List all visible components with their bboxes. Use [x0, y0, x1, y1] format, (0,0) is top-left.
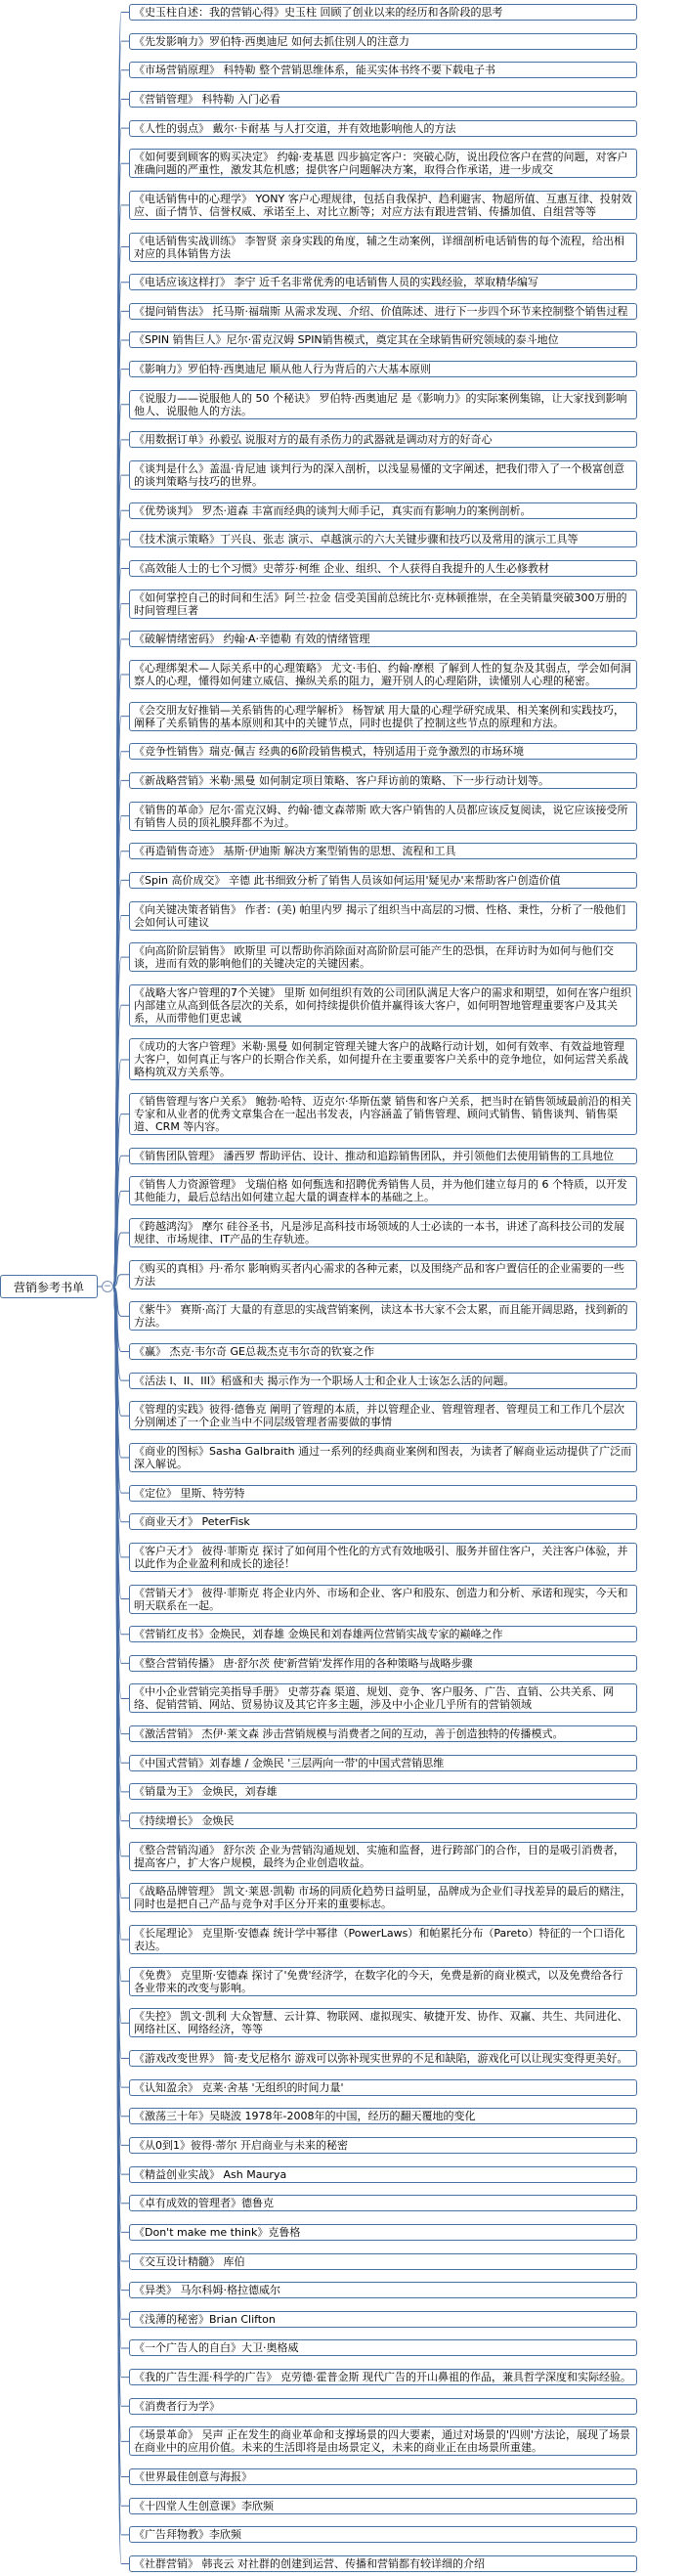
book-node[interactable]: 《商业的图标》Sasha Galbraith 通过一系列的经典商业案例和图表，为读者了解商业运动提供了广泛而深入解说。 — [129, 1443, 637, 1472]
book-node[interactable]: 《认知盈余》 克莱·舍基 '无组织的时间力量' — [129, 2079, 637, 2096]
book-node[interactable]: 《会交朋友好推销—关系销售的心理学解析》 杨智斌 用大量的心理学研究成果、相关案例和实践技巧，阐释了关系销售的基本原则和其中的关键节点，同时也提供了控制这些节点的原理和方法。 — [129, 702, 637, 731]
book-node[interactable]: 《销量为王》 金焕民，刘春雄 — [129, 1783, 637, 1800]
book-node[interactable]: 《管理的实践》彼得·德鲁克 阐明了管理的本质，并以管理企业、管理管理者、管理员工和工作几个层次分别阐述了一个企业当中不同层级管理者需要做的事情 — [129, 1401, 637, 1430]
book-node[interactable]: 《销售人力资源管理》 戈瑞伯格 如何甄选和招聘优秀销售人员，并为他们建立每月的 6 个特质，以开发其他能力，最后总结出如何建立起大量的调查样本的基础之上。 — [129, 1176, 637, 1205]
book-node[interactable]: 《技术演示策略》丁兴良、张志 演示、卓越演示的六大关键步骤和技巧以及常用的演示工具等 — [129, 531, 637, 547]
book-node[interactable]: 《营销天才》 彼得·菲斯克 将企业内外、市场和企业、客户和股东、创造力和分析、承诺和现实，今天和明天联系在一起。 — [129, 1585, 637, 1614]
book-node[interactable]: 《卓有成效的管理者》德鲁克 — [129, 2195, 637, 2211]
book-node[interactable]: 《定位》 里斯、特劳特 — [129, 1485, 637, 1502]
book-node[interactable]: 《浅薄的秘密》Brian Clifton — [129, 2311, 637, 2328]
book-node[interactable]: 《消费者行为学》 — [129, 2398, 637, 2415]
book-node[interactable]: 《战略品牌管理》 凯文·莱恩·凯勒 市场的同质化趋势日益明显，品牌成为企业们寻找差异的最后的赌注，同时也是把自己产品与竞争对手区分开来的重要标志。 — [129, 1883, 637, 1912]
collapse-toggle-icon[interactable]: − — [102, 1281, 113, 1292]
book-node[interactable]: 《史玉柱自述：我的营销心得》史玉柱 回顾了创业以来的经历和各阶段的思考 — [129, 4, 637, 21]
book-node[interactable]: 《提问销售法》 托马斯·福瑞斯 从需求发现、介绍、价值陈述、进行下一步四个环节来控制整个销售过程 — [129, 303, 637, 320]
book-node[interactable]: 《社群营销》 韩丧云 对社群的创建到运营、传播和营销都有较详细的介绍 — [129, 2555, 637, 2572]
book-node[interactable]: 《高效能人士的七个习惯》史蒂芬·柯维 企业、组织、个人获得自我提升的人生必修教材 — [129, 560, 637, 577]
book-node[interactable]: 《影响力》罗伯特·西奥迪尼 顺从他人行为背后的六大基本原则 — [129, 361, 637, 377]
book-node[interactable]: 《赢》 杰克·韦尔奇 GE总裁杰克韦尔奇的钦宴之作 — [129, 1343, 637, 1360]
book-node[interactable]: 《用数据订单》孙毅弘 说服对方的最有杀伤力的武器就是调动对方的好奇心 — [129, 431, 637, 448]
book-node[interactable]: 《广告拜物教》李欣频 — [129, 2526, 637, 2543]
book-node[interactable]: 《激荡三十年》吴晓波 1978年-2008年的中国，经历的翻天覆地的变化 — [129, 2108, 637, 2124]
book-node[interactable]: 《销售管理与客户关系》 鲍勃·哈特、迈克尔·华斯伍蒙 销售和客户关系，把当时在销售领域最前沿的相关专家和从业者的优秀文章集合在一起出书发表，内容涵盖了销售管理、顾问式销售、销售谈判、销售渠道、CRM 等内容。 — [129, 1093, 637, 1135]
connector-line — [113, 1287, 129, 2564]
book-node[interactable]: 《电话销售实战训练》 李智贤 亲身实践的角度，辅之生动案例，详细剖析电话销售的每个流程，给出相对应的具体销售方法 — [129, 233, 637, 262]
book-node[interactable]: 《营销管理》 科特勒 入门必看 — [129, 91, 637, 108]
book-node[interactable]: 《向关键决策者销售》 作者：(美) 帕里内罗 揭示了组织当中高层的习惯、性格、秉性，分析了一般他们会如何认可建议 — [129, 901, 637, 931]
book-node[interactable]: 《人性的弱点》 戴尔·卡耐基 与人打交道，并有效地影响他人的方法 — [129, 120, 637, 137]
book-node[interactable]: 《交互设计精髓》 库伯 — [129, 2253, 637, 2270]
book-node[interactable]: 《长尾理论》 克里斯·安德森 统计学中幂律（PowerLaws）和帕累托分布（Pareto）特征的一个口语化表达。 — [129, 1925, 637, 1954]
root-node-label[interactable]: 营销参考书单 — [0, 1275, 98, 1298]
book-node[interactable]: 《商业天才》 PeterFisk — [129, 1513, 637, 1530]
book-node[interactable]: 《市场营销原理》 科特勒 整个营销思维体系，能买实体书终不要下载电子书 — [129, 62, 637, 78]
book-node[interactable]: 《购买的真相》丹·希尔 影响购买者内心需求的各种元素，以及围绕产品和客户置信任的企业需要的一些方法 — [129, 1260, 637, 1289]
book-node[interactable]: 《成功的大客户管理》米勒·黑曼 如何制定管理关键大客户的战略行动计划，如何有效率、有效益地管理大客户，如何真正与客户的长期合作关系，如何提升在主要重要客户关系中的竞争地位，如何运营关系战略构筑双方关系等。 — [129, 1038, 637, 1080]
book-node[interactable]: 《销售的革命》尼尔·雷克汉姆、约翰·德文森蒂斯 欧大客户销售的人员都应该反复阅读，说它应该接受所有销售人员的顶礼膜拜都不为过。 — [129, 802, 637, 831]
book-node[interactable]: 《中小企业营销完美指导手册》 史蒂芬森 渠道、规划、竞争、客户服务、广告、直销、公共关系、网络、促销营销、网站、贸易协议及其它许多主题，涉及中小企业几乎所有的营销领域 — [129, 1683, 637, 1713]
book-node[interactable]: 《先发影响力》罗伯特·西奥迪尼 如何去抓住别人的注意力 — [129, 33, 637, 50]
book-node[interactable]: 《如何要到顾客的购买决定》 约翰·麦基恩 四步搞定客户：突破心防，说出段位客户在营的问题，对客户准确问题的严重性，激发其危机感；提供客户问题解决方案，取得合作承诺，进一步成交 — [129, 149, 637, 178]
book-node[interactable]: 《营销红皮书》金焕民，刘春雄 金焕民和刘春雄两位营销实战专家的巅峰之作 — [129, 1626, 637, 1642]
book-node[interactable]: 《从0到1》彼得·蒂尔 开启商业与未来的秘密 — [129, 2137, 637, 2154]
book-node[interactable]: 《中国式营销》刘春雄 / 金焕民 '三层两向一带'的中国式营销思维 — [129, 1755, 637, 1771]
book-node[interactable]: 《新战略营销》米勒·黑曼 如何制定项目策略、客户拜访前的策略、下一步行动计划等。 — [129, 772, 637, 789]
book-node[interactable]: 《持续增长》 金焕民 — [129, 1812, 637, 1829]
book-node[interactable]: 《竞争性销售》瑞克·佩吉 经典的6阶段销售模式，特别适用于竞争激烈的市场环境 — [129, 743, 637, 760]
book-node[interactable]: 《销售团队管理》 潘西罗 帮助评估、设计、推动和追踪销售团队，并引领他们去使用销售的工具地位 — [129, 1148, 637, 1164]
book-node[interactable]: 《世界最佳创意与海报》 — [129, 2468, 637, 2485]
book-node[interactable]: 《游戏改变世界》 简·麦戈尼格尔 游戏可以弥补现实世界的不足和缺陷，游戏化可以让现实变得更美好。 — [129, 2050, 637, 2067]
book-node[interactable]: 《电话应该这样打》 李宁 近千名非常优秀的电话销售人员的实践经验，萃取精华编写 — [129, 274, 637, 290]
book-node[interactable]: 《向高阶阶层销售》 欧斯里 可以帮助你消除面对高阶阶层可能产生的恐惧，在拜访时为如何与他们交谈，进而有效的影响他们的关键决定的关键因素。 — [129, 942, 637, 972]
book-node[interactable]: 《说服力——说服他人的 50 个秘诀》 罗伯特·西奥迪尼 是《影响力》的实际案例集锦，让大家找到影响他人、说服他人的方法。 — [129, 390, 637, 419]
book-node[interactable]: 《十四堂人生创意课》李欣频 — [129, 2498, 637, 2514]
book-node[interactable]: 《失控》 凯文·凯利 大众智慧、云计算、物联网、虚拟现实、敏捷开发、协作、双赢、共生、共同进化、网络社区、网络经济，等等 — [129, 2008, 637, 2037]
book-node[interactable]: 《再造销售奇迹》 基斯·伊迪斯 解决方案型销售的思想、流程和工具 — [129, 843, 637, 859]
book-node[interactable]: 《活法 I、II、III》稻盛和夫 揭示作为一个职场人士和企业人士该怎么活的问题。 — [129, 1373, 637, 1389]
book-node[interactable]: 《优势谈判》 罗杰·道森 丰富而经典的谈判大师手记，真实而有影响力的案例剖析。 — [129, 502, 637, 519]
book-node[interactable]: 《场景革命》 吴声 正在发生的商业革命和支撑场景的四大要素，通过对场景的'四则'方法论，展现了场景在商业中的应用价值。未来的生活即将是由场景定义，未来的商业正在由场景所重建。 — [129, 2426, 637, 2456]
book-node[interactable]: 《谈判是什么》盖温·肯尼迪 谈判行为的深入剖析，以浅显易懂的文字阐述，把我们带入了一个极富创意的谈判策略与技巧的世界。 — [129, 460, 637, 490]
book-node[interactable]: 《异类》 马尔科姆·格拉德威尔 — [129, 2282, 637, 2298]
book-node[interactable]: 《电话销售中的心理学》 YONY 客户心理规律，包括自我保护、趋利避害、物超所值、互惠互律、投射效应、面子情节、信誉权威、承诺至上、对比立断等；对应方法有跟进营销、传播加值、自组营等等 — [129, 191, 637, 220]
book-node[interactable]: 《整合营销沟通》 舒尔茨 企业为营销沟通规划、实施和监督，进行跨部门的合作，目的是吸引消费者，提高客户，扩大客户规模，最终为企业创造收益。 — [129, 1842, 637, 1871]
book-node[interactable]: 《SPIN 销售巨人》尼尔·雷克汉姆 SPIN销售模式，奠定其在全球销售研究领域的泰斗地位 — [129, 331, 637, 348]
book-node[interactable]: 《整合营销传播》 唐·舒尔茨 使'新营销'发挥作用的各种策略与战略步骤 — [129, 1655, 637, 1672]
book-node[interactable]: 《我的广告生涯·科学的广告》 克劳德·霍普金斯 现代广告的开山鼻祖的作品，兼具哲学深度和实际经验。 — [129, 2369, 637, 2385]
book-node[interactable]: 《心理绑架术—人际关系中的心理策略》 尤文·韦伯、约翰·摩根 了解到人性的复杂及其弱点，学会如何洞察人的心理，懂得如何建立威信、操纵关系的阻力，避开别人的心理陷阱，读懂别人心理的秘密。 — [129, 660, 637, 689]
book-node[interactable]: 《精益创业实战》 Ash Maurya — [129, 2166, 637, 2183]
book-node[interactable]: 《免费》 克里斯·安德森 探讨了'免费'经济学，在数字化的今天，免费是新的商业模式，以及免费给各行各业带来的改变与影响。 — [129, 1967, 637, 1996]
book-node[interactable]: 《Spin 高价成交》 辛德 此书细致分析了销售人员该如何运用'疑见办'来帮助客户创造价值 — [129, 872, 637, 889]
book-node[interactable]: 《一个广告人的自白》大卫·奥格威 — [129, 2339, 637, 2356]
book-node[interactable]: 《紫牛》 赛斯·高汀 大量的有意思的实战营销案例，读这本书大家不会太累，而且能开阔思路，找到新的方法。 — [129, 1301, 637, 1331]
book-node[interactable]: 《战略大客户管理的7个关键》 里斯 如何组织有效的公司团队满足大客户的需求和期望，如何在客户组织内部建立从高到低各层次的关系，如何持续提供价值并赢得该大客户，如何明智地管理重要客户及其关系，从而带他们更忠诚 — [129, 984, 637, 1026]
book-node[interactable]: 《如何掌控自己的时间和生活》阿兰·拉金 信受美国前总统比尔·克林顿推崇，在全美销量突破300万册的时间管理巨著 — [129, 589, 637, 619]
book-node[interactable]: 《破解情绪密码》 约翰·A·辛德勒 有效的情绪管理 — [129, 631, 637, 647]
book-node[interactable]: 《跨越鸿沟》 摩尔 硅谷圣书，凡是涉足高科技市场领域的人士必读的一本书，讲述了高科技公司的发展规律、市场规律、IT产品的生存轨迹。 — [129, 1218, 637, 1247]
book-node[interactable]: 《Don't make me think》克鲁格 — [129, 2224, 637, 2241]
book-node[interactable]: 《客户天才》 彼得·菲斯克 探讨了如何用个性化的方式有效地吸引、服务并留住客户，关注客户体验，并以此作为企业盈利和成长的途径！ — [129, 1543, 637, 1572]
book-node[interactable]: 《激活营销》 杰伊·莱文森 涉击营销规模与消费者之间的互动，善于创造独特的传播模式。 — [129, 1725, 637, 1742]
